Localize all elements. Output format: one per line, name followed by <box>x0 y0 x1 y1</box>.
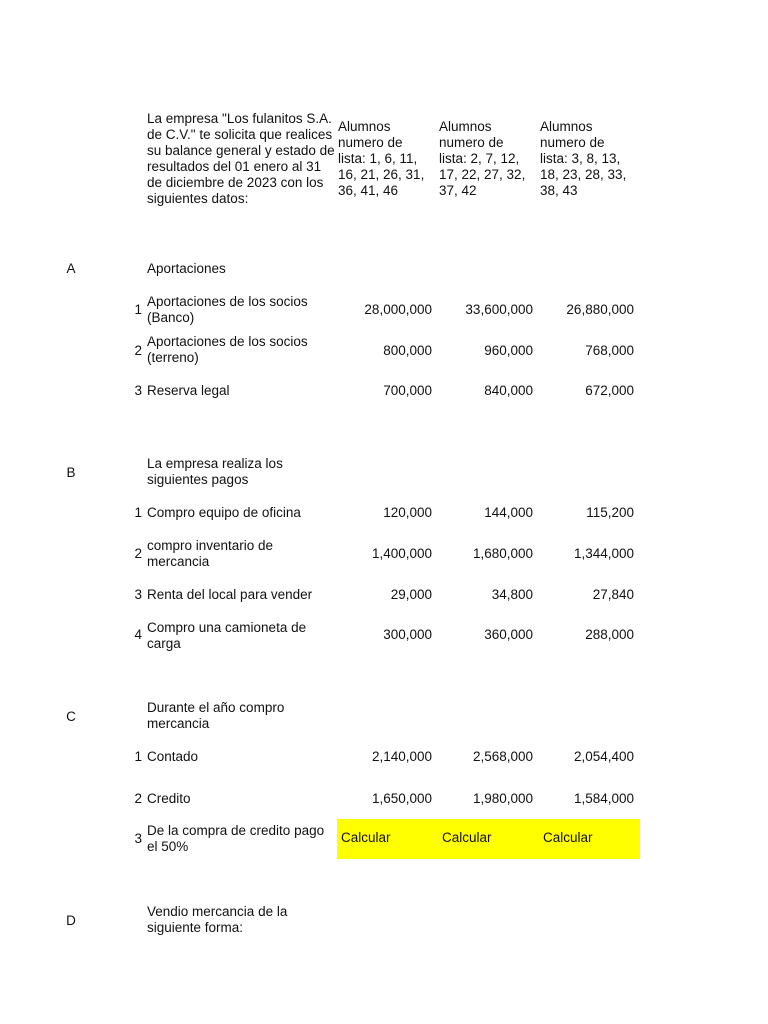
value-cell: 26,880,000 <box>566 302 634 317</box>
section-letter-c: C <box>66 709 76 724</box>
value-cell: 1,650,000 <box>371 791 432 806</box>
section-title-d: Vendio mercancia de la siguiente forma: <box>147 904 288 935</box>
calcular-cell[interactable]: Calcular <box>341 830 391 845</box>
value-cell: 300,000 <box>383 627 432 642</box>
row-description: Contado <box>147 749 199 764</box>
section-letter-d: D <box>66 913 76 928</box>
value-cell: 672,000 <box>585 383 634 398</box>
row-number: 2 <box>134 546 142 561</box>
value-cell: 115,200 <box>586 505 634 520</box>
row-description: Aportaciones de los socios (Banco) <box>147 294 308 325</box>
row-description: Credito <box>147 791 191 806</box>
value-cell: 2,054,400 <box>573 749 634 764</box>
problem-statement: La empresa "Los fulanitos S.A. de C.V." te solicita que realices su balance general y estado de resultados del 01 enero al 31 de diciembre de 2023 con los siguientes datos: <box>147 111 335 206</box>
value-cell: 700,000 <box>383 383 432 398</box>
value-cell: 28,000,000 <box>364 302 432 317</box>
value-cell: 29,000 <box>390 587 432 602</box>
row-number: 2 <box>134 791 142 806</box>
calcular-cell[interactable]: Calcular <box>442 830 492 845</box>
section-title-b: La empresa realiza los siguientes pagos <box>147 456 283 487</box>
value-cell: 800,000 <box>383 343 432 358</box>
column-header-group-2: Alumnos numero de lista: 2, 7, 12, 17, 22, 27, 32, 37, 42 <box>439 119 526 198</box>
value-cell: 768,000 <box>585 343 634 358</box>
section-letter-a: A <box>66 261 76 276</box>
value-cell: 120,000 <box>383 505 432 520</box>
value-cell: 27,840 <box>592 587 634 602</box>
value-cell: 360,000 <box>484 627 533 642</box>
row-description: compro inventario de mercancia <box>147 538 274 569</box>
value-cell: 840,000 <box>484 383 533 398</box>
row-number: 1 <box>134 505 142 520</box>
value-cell: 1,400,000 <box>371 546 432 561</box>
row-description: Renta del local para vender <box>147 587 313 602</box>
section-title-a: Aportaciones <box>147 261 226 276</box>
value-cell: 960,000 <box>484 343 533 358</box>
row-number: 3 <box>134 831 142 846</box>
section-letter-b: B <box>66 465 76 480</box>
row-description: Compro una camioneta de carga <box>147 620 307 651</box>
value-cell: 1,344,000 <box>573 546 634 561</box>
value-cell: 33,600,000 <box>465 302 533 317</box>
calcular-cell[interactable]: Calcular <box>543 830 593 845</box>
column-header-group-1: Alumnos numero de lista: 1, 6, 11, 16, 21, 26, 31, 36, 41, 46 <box>338 119 425 198</box>
value-cell: 288,000 <box>585 627 634 642</box>
row-number: 3 <box>134 383 142 398</box>
row-number: 2 <box>134 343 142 358</box>
section-title-c: Durante el año compro mercancia <box>147 700 285 731</box>
value-cell: 1,980,000 <box>472 791 533 806</box>
row-description: Aportaciones de los socios (terreno) <box>147 334 308 365</box>
value-cell: 1,680,000 <box>472 546 533 561</box>
row-description: Reserva legal <box>147 383 230 398</box>
value-cell: 34,800 <box>491 587 533 602</box>
value-cell: 2,568,000 <box>472 749 533 764</box>
value-cell: 1,584,000 <box>573 791 634 806</box>
row-number: 4 <box>134 627 142 642</box>
column-header-group-3: Alumnos numero de lista: 3, 8, 13, 18, 23, 28, 33, 38, 43 <box>540 119 627 198</box>
value-cell: 2,140,000 <box>371 749 432 764</box>
row-description: Compro equipo de oficina <box>147 505 301 520</box>
row-number: 1 <box>134 749 142 764</box>
value-cell: 144,000 <box>484 505 533 520</box>
row-number: 1 <box>134 302 142 317</box>
row-number: 3 <box>134 587 142 602</box>
row-description: De la compra de credito pago el 50% <box>147 823 325 854</box>
